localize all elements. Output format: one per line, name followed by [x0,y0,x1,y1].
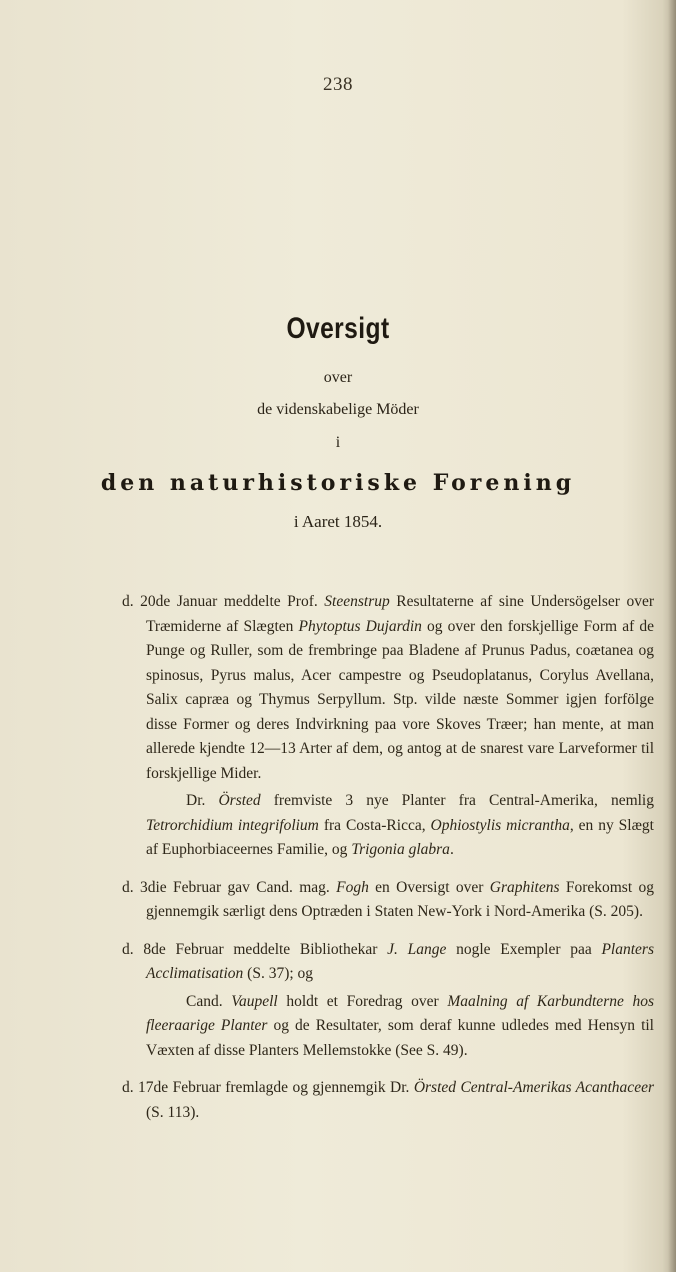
person-name: Steenstrup [324,593,390,610]
entry-date: d. 20de Januar [122,593,218,610]
taxon-name: Phytoptus Dujardin [298,617,422,635]
taxon-name: Trigonia glabra [351,841,450,858]
person-name: Vaupell [231,992,278,1010]
entry-text: gav Cand. mag. [221,878,337,896]
entry-text: holdt et Foredrag over [277,992,448,1010]
entry-text: og de Resultater, som deraf kunne udledes med Hensyn til Væxten af disse Planters Mellemstokke (See S. 49). [146,1017,654,1059]
entry-text: Resultaterne af sine Undersögelser over Træmiderne af Slægten [146,593,654,635]
meeting-entries [116,590,654,1138]
entry-text: fremlagde og gjennemgik Dr. [220,1079,414,1096]
entry-text: fremviste 3 nye Planter fra Central-Amerika, nemlig [260,792,654,809]
person-name: J. Lange [387,940,447,958]
page-number: 238 [323,74,353,95]
entry-jan-20-continued [116,789,654,863]
subtitle-meetings: de videnskabelige Möder [257,401,419,418]
taxon-name: Tetrorchidium integrifolium [146,816,319,834]
entry-text: nogle Exempler paa [446,940,602,958]
year-line: i Aaret 1854. [293,512,383,531]
topic-name: Planters Acclimatisation [146,940,654,982]
page-title: Oversigt [286,312,390,345]
society-name: den naturhistoriske Forening [100,470,576,496]
entry-text: , en ny Slægt af Euphorbiaceernes Familie, og [146,816,654,858]
entry-text: fra Costa-Ricca, [318,816,431,834]
entry-text: en Oversigt over [368,878,490,896]
entry-feb-8 [116,938,654,987]
topic-name: Maalning af Karbundterne hos fleeraarige Planter [146,992,654,1034]
entry-feb-3 [116,876,654,925]
entry-text: Forekomst og gjennemgik særligt dens Optræden i Staten New-York i Nord-Amerika (S. 205). [146,878,654,920]
taxon-name: Ophiostylis micrantha [430,816,570,834]
subtitle-in: i [335,434,341,451]
entry-jan-20 [116,590,654,786]
page-edge-shadow [668,0,676,1272]
entry-text: (S. 113). [146,1103,200,1121]
entry-text: . [449,841,454,858]
entry-date: d. 8de Februar [122,940,224,958]
entry-feb-8-continued [116,990,654,1064]
entry-text: (S. 37); og [243,965,314,982]
person-name: Fogh [336,878,369,896]
entry-date: d. 17de Februar [122,1079,221,1096]
entry-feb-17 [116,1076,654,1125]
subtitle-over: over [323,369,353,386]
entry-text: Dr. [186,792,219,809]
entry-text: Cand. [186,992,232,1010]
entry-text: og over den forskjellige Form af de Punge og Ruller, som de frembringe paa Bladene af Prunus Padus, coætanea og spinosus, Pyrus malus, Acer campestre og Pseudoplatanus, Corylus Avellana, Salix capræa og Thymus Serpyllum. Stp. vilde næste Sommer igjen forfölge disse Former og deres Indvirkning paa vore Skoves Træer; han mente, at man allerede kjendte 12—13 Arter af dem, og antog at de snarest vare Larveformer til forskjellige Mider. [146,617,654,782]
entry-text: meddelte Bibliothekar [223,940,388,958]
topic-name: Graphitens [489,878,560,896]
entry-date: d. 3die Februar [122,878,222,896]
person-name: Örsted [218,792,261,809]
entry-text: meddelte Prof. [217,593,325,610]
topic-name: Örsted Central-Amerikas Acanthaceer [413,1079,654,1096]
